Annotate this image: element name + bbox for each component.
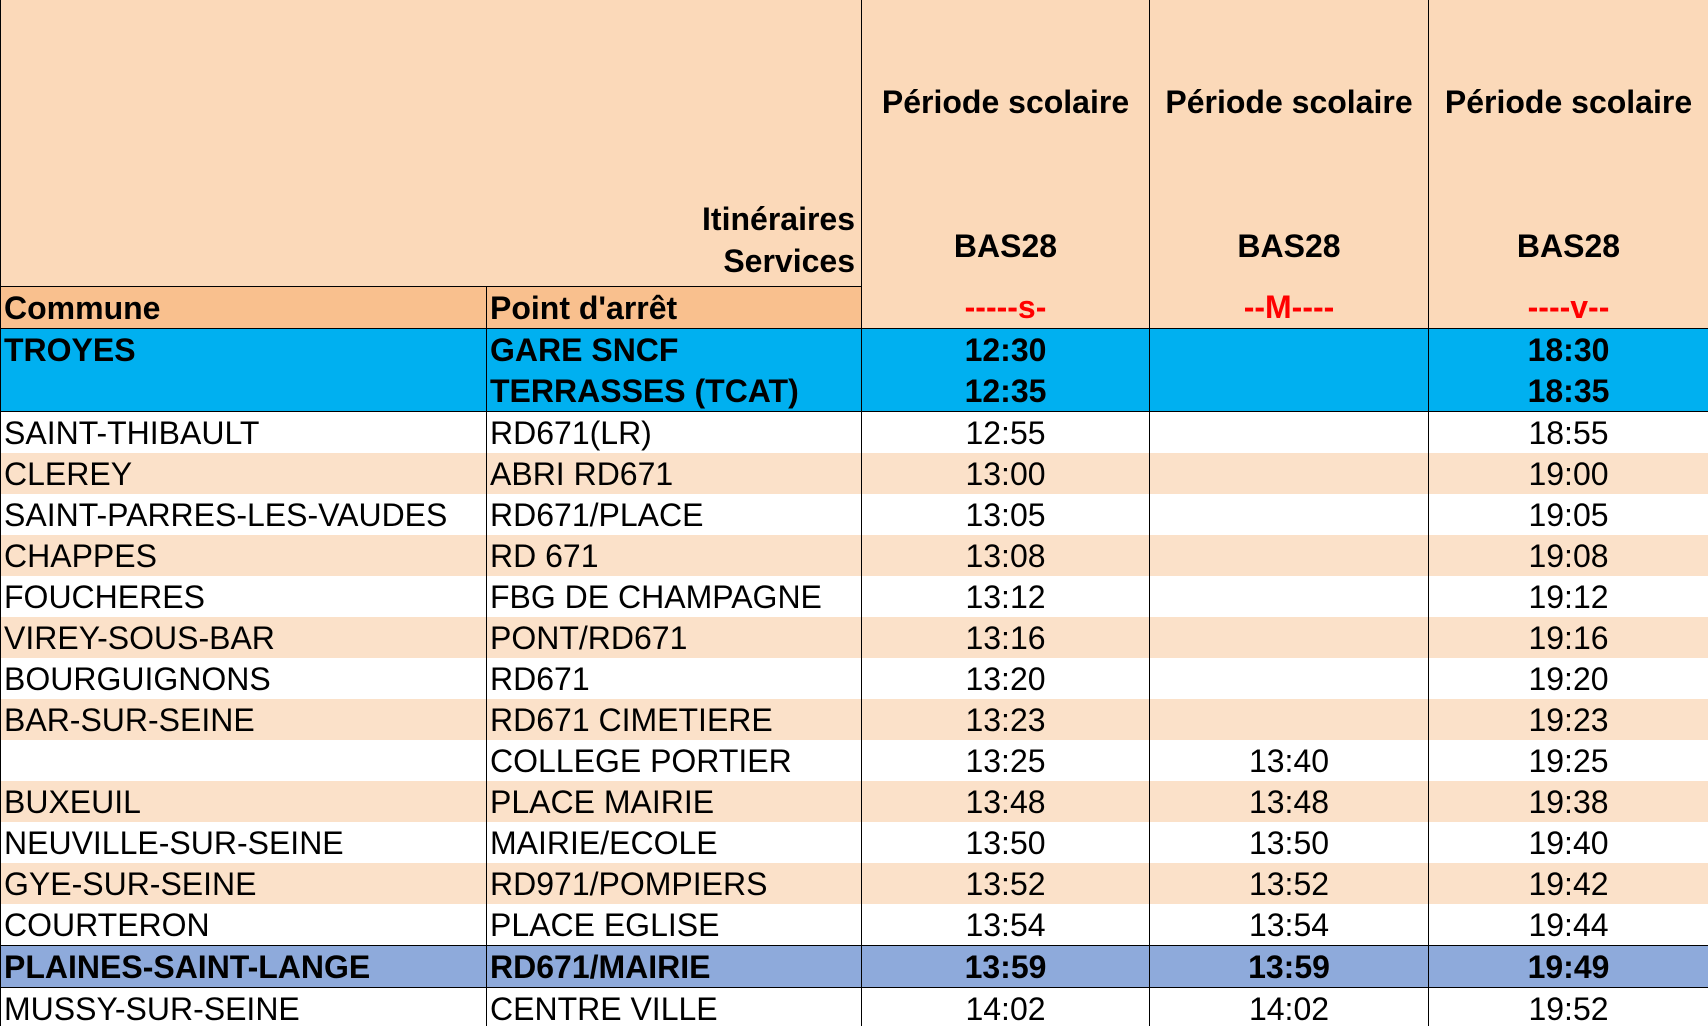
time-cell: 19:44 bbox=[1429, 904, 1708, 946]
time-cell bbox=[1150, 453, 1429, 494]
commune-cell: COURTERON bbox=[1, 904, 487, 946]
table-row bbox=[1, 946, 1708, 988]
service-header-2 bbox=[1150, 0, 1429, 287]
time-cell: 19:52 bbox=[1429, 988, 1708, 1026]
service-code: BAS28 bbox=[1237, 228, 1341, 265]
table-row bbox=[1, 781, 1708, 822]
stop-cell: FBG DE CHAMPAGNE bbox=[487, 576, 862, 617]
time-cell bbox=[1150, 412, 1429, 454]
service-header-1 bbox=[862, 0, 1150, 287]
service-code: BAS28 bbox=[1516, 228, 1621, 265]
table-row bbox=[1, 988, 1708, 1026]
table-row bbox=[1, 658, 1708, 699]
commune-cell: MUSSY-SUR-SEINE bbox=[1, 988, 487, 1026]
service-days-2: --M---- bbox=[1150, 287, 1429, 329]
commune-cell: SAINT-THIBAULT bbox=[1, 412, 487, 454]
time-cell: 19:20 bbox=[1429, 658, 1708, 699]
time-cell: 13:08 bbox=[862, 535, 1150, 576]
time-cell: 18:55 bbox=[1429, 412, 1708, 454]
table-row bbox=[1, 535, 1708, 576]
table-row bbox=[1, 863, 1708, 904]
time-cell: 13:54 bbox=[862, 904, 1150, 946]
time-cell: 18:30 bbox=[1429, 329, 1708, 371]
time-cell bbox=[1150, 617, 1429, 658]
stop-cell: GARE SNCF bbox=[487, 329, 862, 371]
commune-cell: TROYES bbox=[1, 329, 487, 371]
time-cell bbox=[1150, 699, 1429, 740]
stop-cell: RD971/POMPIERS bbox=[487, 863, 862, 904]
table-row bbox=[1, 329, 1708, 371]
itineraires-label: Itinéraires bbox=[702, 201, 855, 237]
commune-cell: SAINT-PARRES-LES-VAUDES bbox=[1, 494, 487, 535]
commune-cell: BUXEUIL bbox=[1, 781, 487, 822]
time-cell: 13:00 bbox=[862, 453, 1150, 494]
table-row bbox=[1, 494, 1708, 535]
time-cell bbox=[1150, 329, 1429, 371]
time-cell: 13:23 bbox=[862, 699, 1150, 740]
service-code: BAS28 bbox=[953, 228, 1058, 265]
stop-cell: PLACE MAIRIE bbox=[487, 781, 862, 822]
table-row bbox=[1, 699, 1708, 740]
time-cell bbox=[1150, 658, 1429, 699]
stop-cell: TERRASSES (TCAT) bbox=[487, 370, 862, 412]
time-cell: 14:02 bbox=[1150, 988, 1429, 1026]
commune-cell: CHAPPES bbox=[1, 535, 487, 576]
commune-cell: FOUCHERES bbox=[1, 576, 487, 617]
service-period: Période scolaire bbox=[881, 84, 1130, 121]
time-cell: 13:48 bbox=[862, 781, 1150, 822]
time-cell bbox=[1150, 535, 1429, 576]
commune-cell: BOURGUIGNONS bbox=[1, 658, 487, 699]
time-cell: 13:48 bbox=[1150, 781, 1429, 822]
time-cell: 13:50 bbox=[862, 822, 1150, 863]
stop-cell: MAIRIE/ECOLE bbox=[487, 822, 862, 863]
time-cell: 12:35 bbox=[862, 370, 1150, 412]
commune-cell: VIREY-SOUS-BAR bbox=[1, 617, 487, 658]
service-days-3: ----v-- bbox=[1429, 287, 1708, 329]
timetable-body bbox=[1, 329, 1708, 1026]
table-row bbox=[1, 740, 1708, 781]
commune-cell: PLAINES-SAINT-LANGE bbox=[1, 946, 487, 988]
stop-cell: RD671/PLACE bbox=[487, 494, 862, 535]
service-header-3 bbox=[1429, 0, 1708, 287]
time-cell: 13:12 bbox=[862, 576, 1150, 617]
time-cell: 13:59 bbox=[1150, 946, 1429, 988]
commune-cell: BAR-SUR-SEINE bbox=[1, 699, 487, 740]
time-cell: 14:02 bbox=[862, 988, 1150, 1026]
time-cell bbox=[1150, 370, 1429, 412]
time-cell: 19:25 bbox=[1429, 740, 1708, 781]
commune-cell bbox=[1, 740, 487, 781]
stop-cell: RD 671 bbox=[487, 535, 862, 576]
column-header-commune: Commune bbox=[1, 287, 487, 329]
time-cell: 13:05 bbox=[862, 494, 1150, 535]
header-top-row bbox=[1, 0, 1708, 287]
column-header-row bbox=[1, 287, 1708, 329]
time-cell: 19:08 bbox=[1429, 535, 1708, 576]
table-row bbox=[1, 412, 1708, 454]
stop-cell: PLACE EGLISE bbox=[487, 904, 862, 946]
stop-cell: CENTRE VILLE bbox=[487, 988, 862, 1026]
table-row bbox=[1, 370, 1708, 412]
commune-cell bbox=[1, 370, 487, 412]
service-period: Période scolaire bbox=[1165, 84, 1413, 121]
service-period: Période scolaire bbox=[1444, 84, 1693, 121]
time-cell: 13:52 bbox=[862, 863, 1150, 904]
time-cell: 13:40 bbox=[1150, 740, 1429, 781]
time-cell: 13:52 bbox=[1150, 863, 1429, 904]
service-days-1: -----s- bbox=[862, 287, 1150, 329]
column-header-stop: Point d'arrêt bbox=[487, 287, 862, 329]
table-row bbox=[1, 904, 1708, 946]
time-cell: 19:12 bbox=[1429, 576, 1708, 617]
stop-cell: PONT/RD671 bbox=[487, 617, 862, 658]
table-row bbox=[1, 617, 1708, 658]
time-cell: 13:50 bbox=[1150, 822, 1429, 863]
time-cell: 12:30 bbox=[862, 329, 1150, 371]
stop-cell: RD671/MAIRIE bbox=[487, 946, 862, 988]
commune-cell: GYE-SUR-SEINE bbox=[1, 863, 487, 904]
stop-cell: COLLEGE PORTIER bbox=[487, 740, 862, 781]
time-cell: 13:16 bbox=[862, 617, 1150, 658]
time-cell: 13:25 bbox=[862, 740, 1150, 781]
stop-cell: RD671 CIMETIERE bbox=[487, 699, 862, 740]
time-cell: 13:20 bbox=[862, 658, 1150, 699]
time-cell bbox=[1150, 576, 1429, 617]
commune-cell: CLEREY bbox=[1, 453, 487, 494]
time-cell: 19:05 bbox=[1429, 494, 1708, 535]
services-label: Services bbox=[723, 243, 855, 279]
time-cell: 19:49 bbox=[1429, 946, 1708, 988]
time-cell: 18:35 bbox=[1429, 370, 1708, 412]
stop-cell: RD671 bbox=[487, 658, 862, 699]
time-cell: 13:59 bbox=[862, 946, 1150, 988]
time-cell bbox=[1150, 494, 1429, 535]
stop-cell: ABRI RD671 bbox=[487, 453, 862, 494]
time-cell: 19:40 bbox=[1429, 822, 1708, 863]
time-cell: 19:00 bbox=[1429, 453, 1708, 494]
table-row bbox=[1, 453, 1708, 494]
table-row bbox=[1, 576, 1708, 617]
stop-cell: RD671(LR) bbox=[487, 412, 862, 454]
time-cell: 12:55 bbox=[862, 412, 1150, 454]
time-cell: 13:54 bbox=[1150, 904, 1429, 946]
time-cell: 19:23 bbox=[1429, 699, 1708, 740]
time-cell: 19:42 bbox=[1429, 863, 1708, 904]
table-row bbox=[1, 822, 1708, 863]
time-cell: 19:38 bbox=[1429, 781, 1708, 822]
time-cell: 19:16 bbox=[1429, 617, 1708, 658]
itinerary-header-cell bbox=[1, 0, 862, 287]
commune-cell: NEUVILLE-SUR-SEINE bbox=[1, 822, 487, 863]
